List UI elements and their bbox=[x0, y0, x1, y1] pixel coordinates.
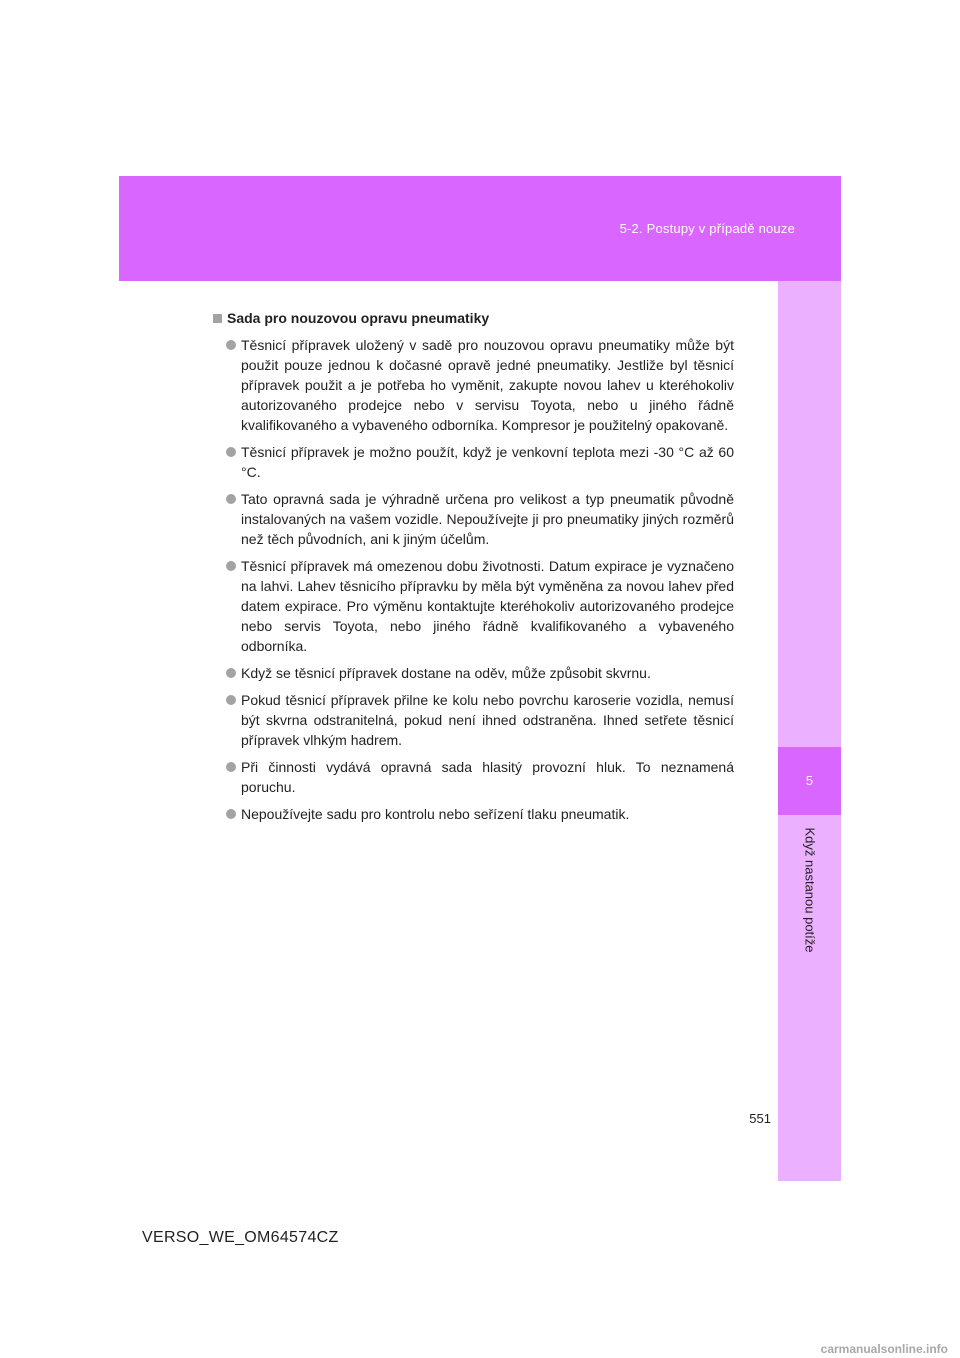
list-item bbox=[213, 489, 734, 549]
list-item bbox=[213, 804, 734, 824]
round-bullet-icon bbox=[226, 447, 236, 457]
list-item bbox=[213, 335, 734, 435]
list-item bbox=[213, 690, 734, 750]
round-bullet-icon bbox=[226, 668, 236, 678]
round-bullet-icon bbox=[226, 561, 236, 571]
section-label: 5-2. Postupy v případě nouze bbox=[619, 221, 795, 236]
list-item bbox=[213, 442, 734, 482]
list-item-text: Pokud těsnicí přípravek přilne ke kolu nebo povrchu karoserie vozidla, nemusí být skvrna odstranitelná, pokud není ihned odstraněna. Ihned setřete těsnicí přípravek vlhkým hadrem. bbox=[241, 692, 734, 748]
list-item-text: Těsnicí přípravek je možno použít, když je venkovní teplota mezi -30 °C až 60 °C. bbox=[241, 444, 734, 480]
round-bullet-icon bbox=[226, 494, 236, 504]
section-heading-text: Sada pro nouzovou opravu pneumatiky bbox=[227, 310, 490, 326]
list-item-text: Těsnicí přípravek má omezenou dobu životnosti. Datum expirace je vyznačeno na lahvi. Lahev těsnicího přípravku by měla být vyměněna za novou lahev před datem expirace. Pro výměnu kontaktujte kteréhokoliv autorizovaného prodejce nebo servis Toyota, nebo jiného řádně kvalifikovaného a vybaveného odborníka. bbox=[241, 558, 734, 654]
main-content bbox=[213, 309, 734, 831]
round-bullet-icon bbox=[226, 695, 236, 705]
list-item bbox=[213, 556, 734, 656]
round-bullet-icon bbox=[226, 762, 236, 772]
round-bullet-icon bbox=[226, 809, 236, 819]
bullet-list bbox=[213, 335, 734, 824]
round-bullet-icon bbox=[226, 340, 236, 350]
header-band bbox=[119, 176, 841, 281]
section-heading bbox=[213, 309, 734, 328]
list-item-text: Když se těsnicí přípravek dostane na oděv, může způsobit skvrnu. bbox=[241, 665, 651, 681]
chapter-tab[interactable] bbox=[778, 747, 841, 815]
square-bullet-icon bbox=[213, 314, 222, 323]
list-item-text: Při činnosti vydává opravná sada hlasitý provozní hluk. To neznamená poruchu. bbox=[241, 759, 734, 795]
chapter-title: Když nastanou potíže bbox=[802, 827, 818, 953]
document-code: VERSO_WE_OM64574CZ bbox=[142, 1229, 339, 1246]
list-item bbox=[213, 663, 734, 683]
list-item bbox=[213, 757, 734, 797]
list-item-text: Tato opravná sada je výhradně určena pro velikost a typ pneumatik původně instalovaných na vašem vozidle. Nepoužívejte ji pro pneumatiky jiných rozměrů než těch původních, ani k jiným účelům. bbox=[241, 491, 734, 547]
watermark: carmanualsonline.info bbox=[820, 1342, 948, 1356]
side-strip bbox=[778, 281, 841, 1181]
chapter-number: 5 bbox=[805, 773, 814, 788]
list-item-text: Nepoužívejte sadu pro kontrolu nebo seřízení tlaku pneumatik. bbox=[241, 806, 630, 822]
page-number: 551 bbox=[749, 1111, 771, 1126]
list-item-text: Těsnicí přípravek uložený v sadě pro nouzovou opravu pneumatiky může být použit pouze jednou k dočasné opravě jedné pneumatiky. Jestliže byl těsnicí přípravek použit a je potřeba ho vyměnit, zakupte novou lahev u kteréhokoliv autorizovaného prodejce nebo v servisu Toyota, nebo u jiného řádně kvalifikovaného a vybaveného odborníka. Kompresor je použitelný opakovaně. bbox=[241, 337, 734, 433]
